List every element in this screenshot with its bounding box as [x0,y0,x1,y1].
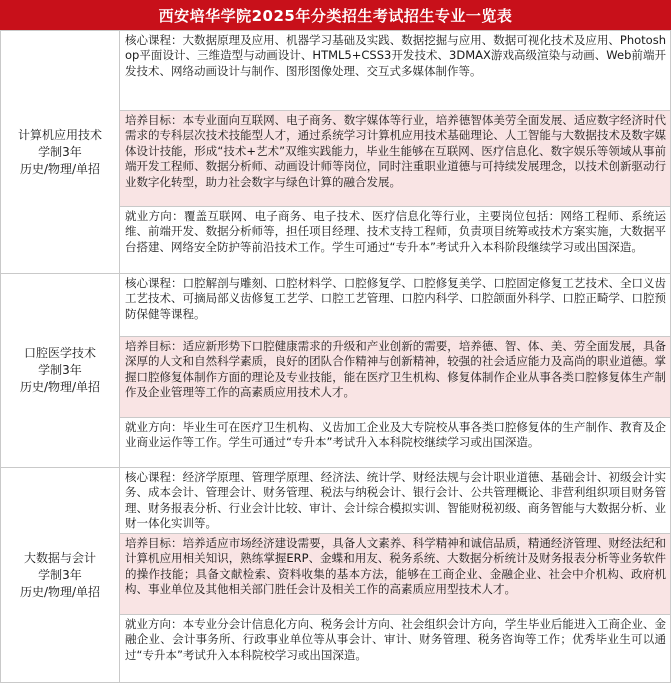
training-goal-cell [120,534,671,615]
employment-cell [120,615,671,683]
table-row [1,468,671,534]
section-text: 覆盖互联网、电子商务、电子技术、医疗信息化等行业，主要岗位包括：网络工程师、系统运维、前端开发、数据分析师等，担任项目经理、技术支持工程师，负责项目统筹或技术方案实施，大数据平台搭建、网络安全防护等前沿技术工作。学生可通过“专升本”考试升入本科阶段继续学习或出国深造。 [125,209,667,254]
section-text: 毕业生可在医疗卫生机构、义齿加工企业及大专院校从事各类口腔修复体的生产制作、教育及企业商业运作等工作。学生可通过“专升本”考试升入本科院校继续学习或出国深造。 [125,420,667,450]
major-cell-dental [1,274,120,468]
section-label: 核心课程： [125,276,183,290]
section-label: 核心课程： [125,33,183,47]
major-subjects: 历史/物理/单招 [19,161,101,176]
major-subjects: 历史/物理/单招 [19,380,101,394]
major-duration: 学制3年 [38,363,82,377]
major-cell-computer [1,31,120,274]
table-title: 西安培华学院2025年分类招生考试招生专业一览表 [0,0,671,30]
section-label: 核心课程： [125,470,183,484]
training-goal-cell [120,111,671,207]
section-text: 口腔解剖与雕刻、口腔材料学、口腔修复学、口腔修复美学、口腔固定修复工艺技术、全口义齿工艺技术、可摘局部义齿修复工艺学、口腔工艺管理、口腔内科学、口腔颌面外科学、口腔正畸学、口腔预防保健等课程。 [125,276,667,321]
section-label: 培养目标： [125,113,183,127]
core-courses-cell [120,468,671,534]
section-label: 就业方向： [125,420,183,434]
core-courses-cell [120,31,671,111]
section-text: 大数据原理及应用、机器学习基础及实践、数据挖掘与应用、数据可视化技术及应用、Photoshop平面设计、三维造型与动画设计、HTML5+CSS3开发技术、3DMAX游戏高级渲染与动画、Web前端开发技术、网络动画设计与制作、图形图像处理、交互式多媒体制作等。 [125,33,666,78]
major-subjects: 历史/物理/单招 [19,584,101,599]
section-label: 培养目标： [125,339,183,353]
majors-table [0,30,671,683]
table-row [1,274,671,337]
section-text: 培养适应市场经济建设需要，具备人文素养、科学精神和诚信品质，精通经济管理、财经法纪和计算机应用相关知识，熟练掌握ERP、金蝶和用友、税务系统、大数据分析统计及财务报表分析等业务软件的操作技能；具备文献检索、资料收集的基本方法，能够在工商企业、金融企业、社会中介机构、政府机构、事业单位及其他相关部门胜任会计及相关工作的高素质应用型技术人才。 [125,536,667,597]
section-text: 本专业面向互联网、电子商务、数字媒体等行业，培养德智体美劳全面发展、适应数字经济时代需求的专科层次技术技能型人才，通过系统学习计算机应用技术基础理论、人工智能与大数据技术及数字媒体设计技能，形成“技术+艺术”双维实践能力，毕业生能够在互联网、医疗信息化、数字娱乐等领域从事前端开发工程师、数据分析师、动画设计师等岗位，同时注重职业道德与可持续发展理念，以技术创新驱动行业数字化转型，助力社会数字与绿色计算的融合发展。 [125,113,667,189]
employment-cell [120,418,671,468]
major-name: 计算机应用技术 [17,127,102,142]
section-label: 培养目标： [125,536,183,550]
employment-cell [120,207,671,274]
major-name: 口腔医学技术 [23,346,96,360]
section-text: 本专业分会计信息化方向、税务会计方向、社会组织会计方向，学生毕业后能进入工商企业、金融企业、会计事务所、行政事业单位等从事会计、审计、财务管理、税务咨询等工作；优秀毕业生可以通过“专升本”考试升入本科院校学习或出国深造。 [125,617,667,662]
table-row [1,31,671,111]
major-duration: 学制3年 [38,144,82,159]
section-text: 经济学原理、管理学原理、经济法、统计学、财经法规与会计职业道德、基础会计、初级会计实务、成本会计、管理会计、财务管理、税法与纳税会计、银行会计、公共管理概论、非营利组织项目财务管理、财务报表分析、行业会计比较、审计、会计综合模拟实训、智能财税初级、商务智能与大数据分析、业财一体化实训等。 [125,470,667,531]
major-name: 大数据与会计 [23,550,96,565]
training-goal-cell [120,337,671,418]
section-text: 适应新形势下口腔健康需求的升级和产业创新的需要，培养德、智、体、美、劳全面发展，具备深厚的人文和自然科学素质，良好的团队合作精神与创新精神，较强的社会适应能力及高尚的职业道德。掌握口腔修复体制作方面的理论及专业技能，能在医疗卫生机构、修复体制作企业从事各类口腔修复体生产制作及企业管理等工作的高素质应用技术人才。 [125,339,667,400]
major-duration: 学制3年 [38,567,82,582]
section-label: 就业方向： [125,209,184,223]
section-label: 就业方向： [125,617,183,631]
major-cell-accounting [1,468,120,683]
core-courses-cell [120,274,671,337]
